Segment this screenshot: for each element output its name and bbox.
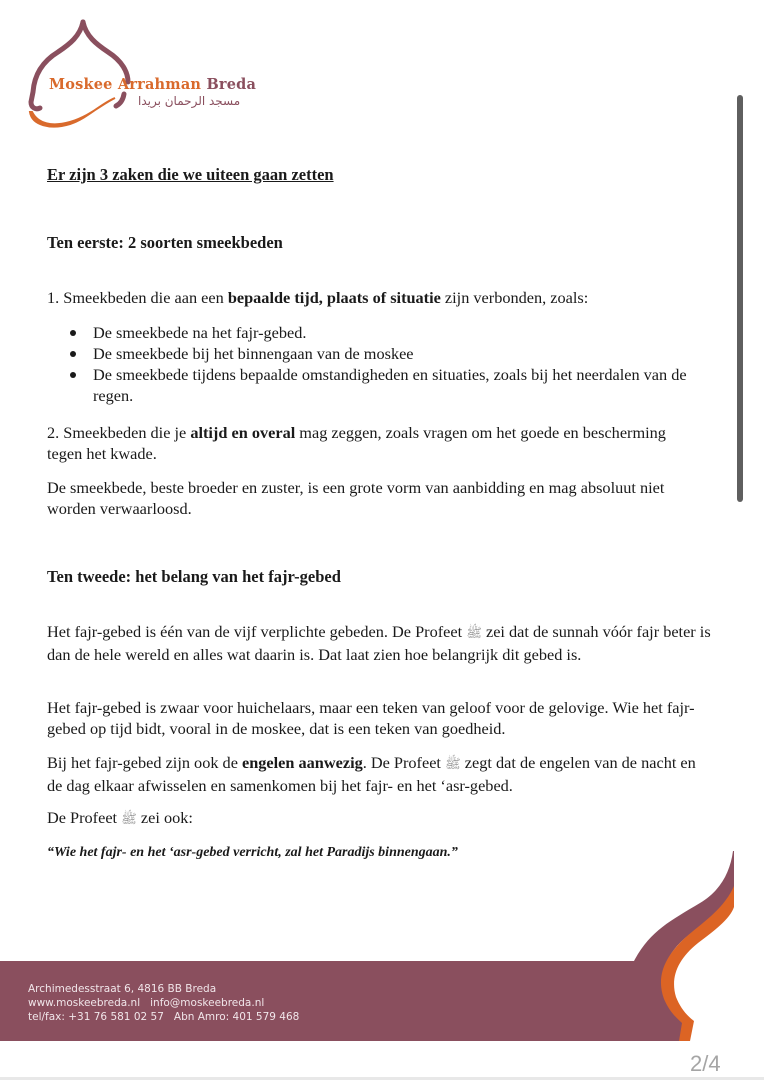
scrollbar-thumb[interactable] xyxy=(737,95,743,502)
bullet-item: De smeekbede na het fajr-gebed. xyxy=(47,322,717,343)
section2-paragraph-3: Bij het fajr-gebed zijn ook de engelen aanwezig. De Profeet ﷺ zegt dat de engelen van de nacht en de dag elkaar afwisselen en samenkomen bij het fajr- en het ‘asr-gebed. xyxy=(47,753,696,795)
salawat-icon: ﷺ xyxy=(445,757,461,772)
section2-paragraph-1: Het fajr-gebed is één van de vijf verplichte gebeden. De Profeet ﷺ zei dat de sunnah vóór fajr beter is dan de hele wereld en alles wat daarin is. Dat laat zien hoe belangrijk dit gebed is. xyxy=(47,622,711,664)
bullet-item: De smeekbede bij het binnengaan van de moskee xyxy=(47,343,717,364)
document-title: Er zijn 3 zaken die we uiteen gaan zetten xyxy=(47,165,334,184)
mosque-logo xyxy=(0,0,260,140)
dome-logo-icon xyxy=(0,0,260,140)
section1-item2: 2. Smeekbeden die je altijd en overal mag zeggen, zoals vragen om het goede en bescherming tegen het kwade. xyxy=(47,423,666,463)
footer-address: Archimedesstraat 6, 4816 BB Breda xyxy=(28,983,217,995)
logo-arabic-name: مسجد الرحمان بريدا xyxy=(138,94,241,108)
hadith-quote: “Wie het fajr- en het ‘asr-gebed verricht, zal het Paradijs binnengaan.” xyxy=(47,845,458,860)
salawat-icon: ﷺ xyxy=(466,626,482,641)
footer-phone-bank: tel/fax: +31 76 581 02 57 Abn Amro: 401 579 468 xyxy=(28,1011,300,1023)
bullet-item: De smeekbede tijdens bepaalde omstandigheden en situaties, zoals bij het neerdalen van de regen. xyxy=(47,364,693,406)
page-indicator: 2/4 xyxy=(690,1051,721,1076)
footer-contact xyxy=(28,982,299,1024)
footer-web-email: www.moskeebreda.nl info@moskeebreda.nl xyxy=(28,997,265,1009)
section1-heading: Ten eerste: 2 soorten smeekbeden xyxy=(47,233,283,252)
section2-paragraph-4: De Profeet ﷺ zei ook: xyxy=(47,808,193,827)
section1-item1: 1. Smeekbeden die aan een bepaalde tijd, plaats of situatie zijn verbonden, zoals: xyxy=(47,288,589,307)
section2-paragraph-2: Het fajr-gebed is zwaar voor huichelaars, maar een teken van geloof voor de gelovige. Wie het fajr-gebed op tijd bidt, vooral in de moskee, dat is een teken van goedheid. xyxy=(47,698,695,738)
section1-closing: De smeekbede, beste broeder en zuster, is een grote vorm van aanbidding en mag absoluut niet worden verwaarloosd. xyxy=(47,478,665,518)
logo-name: Moskee Arrahman Breda xyxy=(49,76,257,93)
section1-bullet-list xyxy=(47,322,717,406)
section2-heading: Ten tweede: het belang van het fajr-gebed xyxy=(47,567,341,586)
salawat-icon: ﷺ xyxy=(121,812,137,827)
